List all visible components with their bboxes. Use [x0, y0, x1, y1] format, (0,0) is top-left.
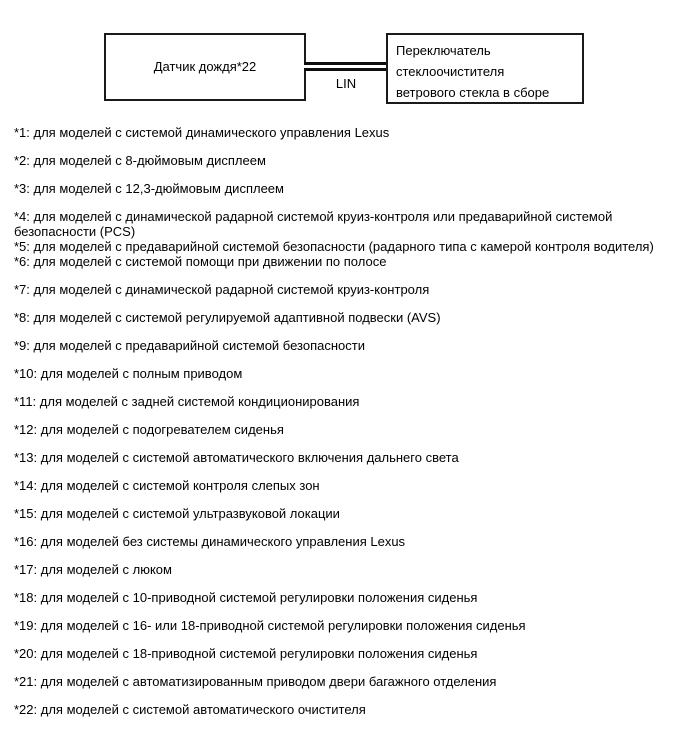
footnote-item: *22: для моделей с системой автоматического очистителя	[14, 702, 366, 717]
rain-sensor-node	[104, 33, 306, 101]
footnote-item: *2: для моделей с 8-дюймовым дисплеем	[14, 153, 266, 168]
footnote-item: *12: для моделей с подогревателем сиденья	[14, 422, 284, 437]
footnote-item: *16: для моделей без системы динамического управления Lexus	[14, 534, 406, 549]
wiper-switch-label-line2: стеклоочистителя	[396, 64, 505, 79]
footnote-item: *1: для моделей с системой динамического управления Lexus	[14, 125, 390, 140]
footnote-item: *13: для моделей с системой автоматического включения дальнего света	[14, 450, 459, 465]
footnote-item: *14: для моделей с системой контроля слепых зон	[14, 478, 320, 493]
lin-bus-line-lower	[304, 68, 388, 71]
lin-bus-connection	[304, 62, 388, 73]
wiper-switch-label-line3: ветрового стекла в сборе	[396, 85, 550, 100]
footnote-item: *8: для моделей с системой регулируемой адаптивной подвески (AVS)	[14, 310, 441, 325]
footnote-list	[14, 112, 674, 717]
footnote-item: *6: для моделей с системой помощи при движении по полосе	[14, 254, 387, 269]
windshield-wiper-switch-node	[386, 33, 584, 104]
footnote-item: *3: для моделей с 12,3-дюймовым дисплеем	[14, 181, 284, 196]
footnote-item: *9: для моделей с предаварийной системой безопасности	[14, 338, 365, 353]
footnote-item: *4: для моделей с динамической радарной системой круиз-контроля или предаварийной системой безопасности (PCS)	[14, 209, 613, 239]
wiper-switch-label-line1: Переключатель	[396, 43, 491, 58]
footnote-item: *15: для моделей с системой ультразвуковой локации	[14, 506, 340, 521]
footnote-item: *7: для моделей с динамической радарной системой круиз-контроля	[14, 282, 430, 297]
footnote-item: *10: для моделей с полным приводом	[14, 366, 243, 381]
footnote-item: *11: для моделей с задней системой кондиционирования	[14, 394, 360, 409]
footnote-item: *17: для моделей с люком	[14, 562, 172, 577]
lin-network-diagram	[0, 0, 689, 112]
footnote-item: *19: для моделей с 16- или 18-приводной системой регулировки положения сиденья	[14, 618, 526, 633]
lin-bus-label: LIN	[335, 76, 357, 91]
rain-sensor-label: Датчик дождя*22	[153, 59, 257, 74]
footnote-item: *20: для моделей с 18-приводной системой регулировки положения сиденья	[14, 646, 478, 661]
footnote-item: *18: для моделей с 10-приводной системой регулировки положения сиденья	[14, 590, 478, 605]
footnote-item: *5: для моделей с предаварийной системой безопасности (радарного типа с камерой контроля водителя)	[14, 239, 654, 254]
footnote-item: *21: для моделей с автоматизированным приводом двери багажного отделения	[14, 674, 497, 689]
